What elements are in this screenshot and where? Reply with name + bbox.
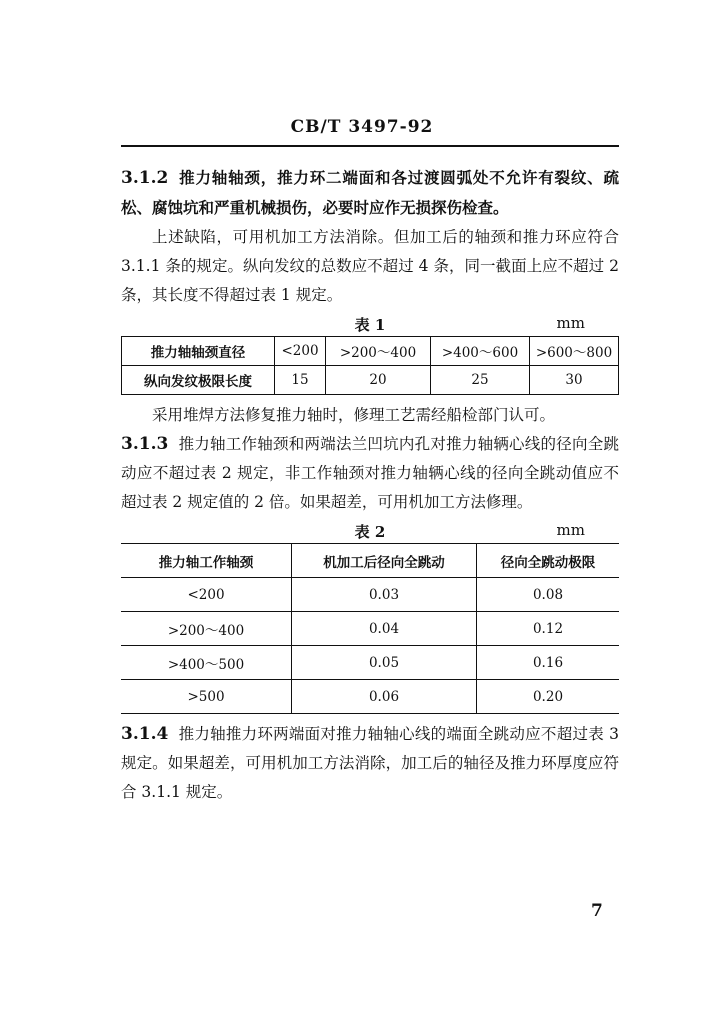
table-cell: >400～500 [121,646,292,680]
table2-title: 表 2 [354,523,386,541]
table-cell: 0.12 [477,612,620,646]
table-cell: 0.05 [292,646,477,680]
table-cell: 15 [275,366,326,395]
table1-title: 表 1 [354,316,386,334]
table-row [121,612,619,646]
section-number: 3.1.3 [121,434,169,454]
section-3-1-3-para1 [121,430,619,517]
table-cell: <200 [121,578,292,612]
table-cell: >200～400 [326,337,431,366]
table-header-row [121,544,619,578]
table-cell: 0.16 [477,646,620,680]
table-cell: 纵向发纹极限长度 [122,366,275,395]
table-header-cell: 推力轴工作轴颈 [121,544,292,578]
section-3-1-2-para2: 上述缺陷，可用机加工方法消除。但加工后的轴颈和推力环应符合 3.1.1 条的规定。纵向发纹的总数应不超过 4 条，同一截面上应不超过 2 条，其长度不得超过表 1 规定。 [121,228,619,304]
table1-unit: mm [556,314,585,332]
table-header-cell: 径向全跳动极限 [477,544,620,578]
table2-caption [121,519,619,543]
table-cell: 25 [431,366,530,395]
table-cell: >400～600 [431,337,530,366]
table-cell: <200 [275,337,326,366]
section-3-1-2-para1 [121,163,619,223]
section-number: 3.1.2 [121,168,169,188]
table-cell: 0.20 [477,680,620,714]
table-cell: 0.04 [292,612,477,646]
table-cell: 0.06 [292,680,477,714]
table-cell: >600～800 [530,337,619,366]
section-number: 3.1.4 [121,724,169,744]
table-row [121,680,619,714]
table-row [121,578,619,612]
table-row [121,646,619,680]
page-number: 7 [591,901,603,921]
section-3-1-4-para1 [121,720,619,807]
table2 [121,543,619,714]
header-rule [121,145,619,147]
table-row [122,337,619,366]
section-text: 推力轴轴颈，推力环二端面和各过渡圆弧处不允许有裂纹、疏松、腐蚀坑和严重机械损伤，必要时应作无损探伤检查。 [121,168,619,217]
table-cell: 20 [326,366,431,395]
section-text: 推力轴工作轴颈和两端法兰凹坑内孔对推力轴辆心线的径向全跳动应不超过表 2 规定，非工作轴颈对推力轴辆心线的径向全跳动值应不超过表 2 规定值的 2 倍。如果超差，可用机加工方法修理。 [121,435,619,511]
table-header-cell: 机加工后径向全跳动 [292,544,477,578]
section-3-1-2-para3: 采用堆焊方法修复推力轴时，修理工艺需经船检部门认可。 [152,406,556,424]
page-header: CB/T 3497-92 [290,117,434,137]
table-cell: 0.08 [477,578,620,612]
document-body [121,163,619,807]
table-cell: >200～400 [121,612,292,646]
section-text: 推力轴推力环两端面对推力轴轴心线的端面全跳动应不超过表 3 规定。如果超差，可用机加工方法消除，加工后的轴径及推力环厚度应符合 3.1.1 规定。 [121,725,619,801]
table2-unit: mm [556,521,585,539]
table1 [121,336,619,395]
table1-caption [121,312,619,336]
table-cell: >500 [121,680,292,714]
table-cell: 30 [530,366,619,395]
table-row [122,366,619,395]
table-cell: 0.03 [292,578,477,612]
table-cell: 推力轴轴颈直径 [122,337,275,366]
